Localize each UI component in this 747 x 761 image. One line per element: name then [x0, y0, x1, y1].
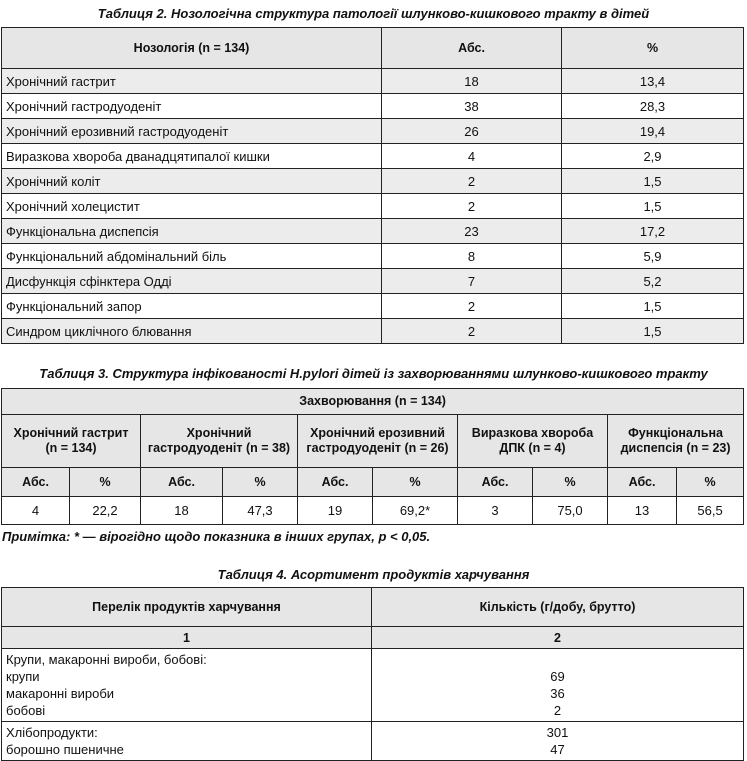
t3-subheader-abs: Абс. [298, 468, 373, 497]
t3-group-header: Хронічний ерозивний гастродуоденіт (n = 26) [298, 415, 458, 468]
table-row [2, 722, 744, 761]
table-row [2, 294, 744, 319]
t3-subheader-pct: % [373, 468, 458, 497]
t3-cell-abs: 13 [608, 497, 677, 525]
t3-header-main: Захворювання (n = 134) [2, 389, 744, 415]
t2-cell-nosology: Функціональний запор [2, 294, 382, 319]
t3-group-header: Хронічний гастрит (n = 134) [2, 415, 141, 468]
t2-cell-nosology: Функціональна диспепсія [2, 219, 382, 244]
t2-cell-abs: 7 [382, 269, 562, 294]
t3-subheader-pct: % [223, 468, 298, 497]
t2-header-pct: % [562, 28, 744, 69]
t3-subheader-abs: Абс. [608, 468, 677, 497]
t4-cell-products [2, 649, 372, 722]
t3-cell-pct: 75,0 [533, 497, 608, 525]
table-row [2, 244, 744, 269]
t2-cell-nosology: Функціональний абдомінальний біль [2, 244, 382, 269]
t2-cell-nosology: Хронічний коліт [2, 169, 382, 194]
t2-cell-abs: 2 [382, 294, 562, 319]
table4-caption: Таблиця 4. Асортимент продуктів харчування [217, 567, 530, 582]
t2-cell-nosology: Дисфункція сфінктера Одді [2, 269, 382, 294]
t4-cell-products [2, 722, 372, 761]
t2-cell-nosology: Хронічний ерозивний гастродуоденіт [2, 119, 382, 144]
t2-cell-pct: 17,2 [562, 219, 744, 244]
t2-cell-pct: 2,9 [562, 144, 744, 169]
t4-cell-quantity [372, 722, 744, 761]
t3-cell-abs: 3 [458, 497, 533, 525]
t2-cell-pct: 1,5 [562, 294, 744, 319]
t2-cell-abs: 26 [382, 119, 562, 144]
t2-cell-abs: 8 [382, 244, 562, 269]
t2-cell-pct: 19,4 [562, 119, 744, 144]
t4-header-products: Перелік продуктів харчування [2, 588, 372, 627]
t3-group-header: Хронічний гастродуоденіт (n = 38) [141, 415, 298, 468]
t3-cell-pct: 56,5 [677, 497, 744, 525]
t4-quantity-line: 2 [553, 703, 562, 718]
t3-subheader-abs: Абс. [2, 468, 70, 497]
table-row [2, 219, 744, 244]
t4-quantity-line: 47 [550, 742, 565, 757]
t2-cell-nosology: Синдром циклічного блювання [2, 319, 382, 344]
t4-col-number: 2 [372, 627, 744, 649]
t2-cell-abs: 2 [382, 319, 562, 344]
t2-cell-pct: 1,5 [562, 194, 744, 219]
t4-col-number: 1 [2, 627, 372, 649]
t3-cell-abs: 4 [2, 497, 70, 525]
t4-quantity-line [376, 651, 739, 668]
t4-quantity-line: 69 [550, 669, 565, 684]
t3-cell-pct: 47,3 [223, 497, 298, 525]
table3-note: Примітка: * — вірогідно щодо показника в інших групах, p < 0,05. [2, 529, 431, 544]
t4-cell-quantity [372, 649, 744, 722]
t4-product-line: Крупи, макаронні вироби, бобові: [6, 652, 207, 667]
table4-food-assortment [1, 587, 744, 761]
t2-cell-nosology: Виразкова хвороба дванадцятипалої кишки [2, 144, 382, 169]
t2-cell-pct: 1,5 [562, 169, 744, 194]
t2-cell-pct: 28,3 [562, 94, 744, 119]
t2-cell-abs: 18 [382, 69, 562, 94]
t2-cell-pct: 1,5 [562, 319, 744, 344]
table-row [2, 194, 744, 219]
t2-cell-abs: 23 [382, 219, 562, 244]
table3-hpylori [1, 388, 744, 525]
t3-subheader-abs: Абс. [458, 468, 533, 497]
t2-cell-pct: 5,2 [562, 269, 744, 294]
table-row [2, 94, 744, 119]
t4-product-line: борошно пшеничне [6, 742, 124, 757]
t4-product-line: Хлібопродукти: [6, 725, 98, 740]
t2-cell-abs: 2 [382, 169, 562, 194]
t3-cell-pct: 69,2* [373, 497, 458, 525]
t4-quantity-line: 301 [546, 725, 569, 740]
table2-caption: Таблиця 2. Нозологічна структура патології шлунково-кишкового тракту в дітей [97, 6, 650, 21]
t2-header-abs: Абс. [382, 28, 562, 69]
t3-cell-abs: 19 [298, 497, 373, 525]
t2-header-nosology: Нозологія (n = 134) [2, 28, 382, 69]
t4-product-line: бобові [6, 703, 46, 718]
t3-group-header: Виразкова хвороба ДПК (n = 4) [458, 415, 608, 468]
table-row [2, 319, 744, 344]
table-row [2, 144, 744, 169]
t2-cell-nosology: Хронічний гастрит [2, 69, 382, 94]
t2-cell-nosology: Хронічний гастродуоденіт [2, 94, 382, 119]
t4-product-line: крупи [6, 669, 40, 684]
table2-nosology [1, 27, 744, 344]
t3-subheader-pct: % [677, 468, 744, 497]
table-row [2, 169, 744, 194]
table3-caption: Таблиця 3. Структура інфікованості H.pylori дітей із захворюваннями шлунково-кишкового тракту [39, 366, 708, 381]
table-row [2, 269, 744, 294]
table-row [2, 497, 744, 525]
table-row [2, 69, 744, 94]
t4-header-quantity: Кількість (г/добу, брутто) [372, 588, 744, 627]
t2-cell-nosology: Хронічний холецистит [2, 194, 382, 219]
t4-product-line: макаронні вироби [6, 686, 115, 701]
table-row [2, 649, 744, 722]
t2-cell-abs: 4 [382, 144, 562, 169]
t2-cell-pct: 13,4 [562, 69, 744, 94]
t3-subheader-pct: % [70, 468, 141, 497]
t2-cell-pct: 5,9 [562, 244, 744, 269]
table-row [2, 119, 744, 144]
t3-subheader-pct: % [533, 468, 608, 497]
t3-cell-pct: 22,2 [70, 497, 141, 525]
t3-group-header: Функціональна диспепсія (n = 23) [608, 415, 744, 468]
t3-cell-abs: 18 [141, 497, 223, 525]
t3-subheader-abs: Абс. [141, 468, 223, 497]
t2-cell-abs: 2 [382, 194, 562, 219]
t2-cell-abs: 38 [382, 94, 562, 119]
t4-quantity-line: 36 [550, 686, 565, 701]
